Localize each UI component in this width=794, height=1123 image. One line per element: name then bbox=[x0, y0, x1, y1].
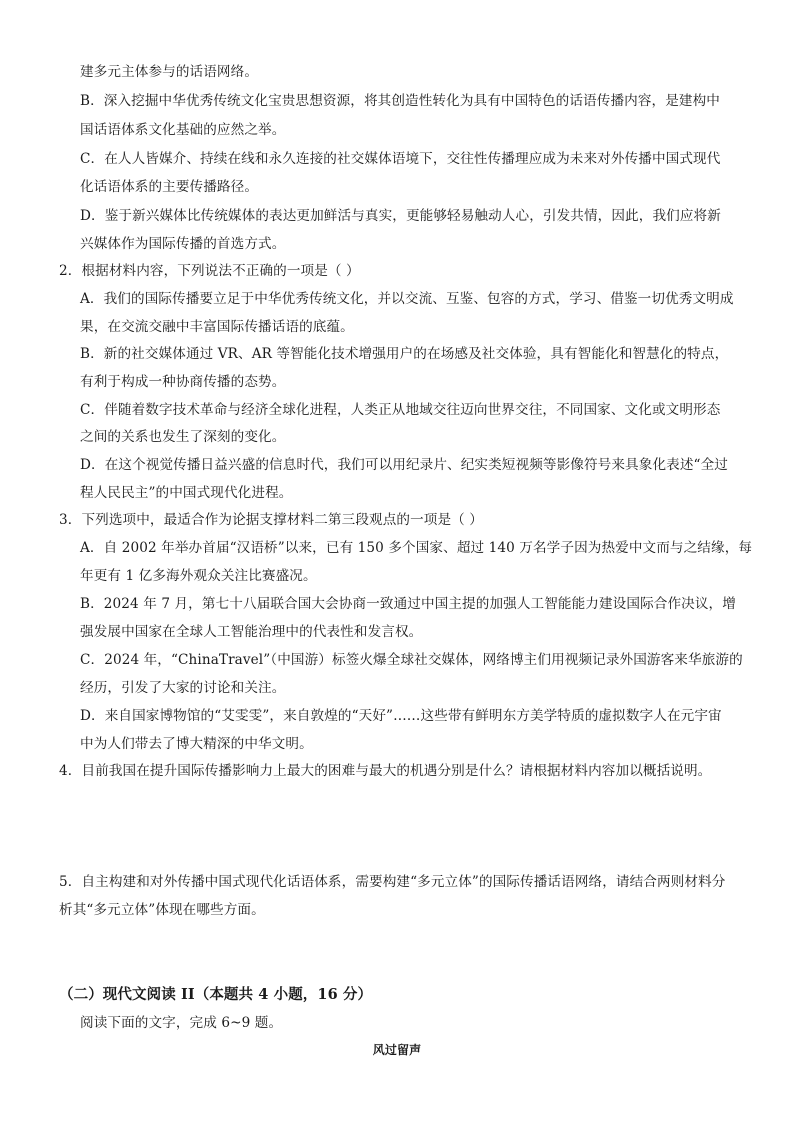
q2-option-c: C．伴随着数字技术革命与经济全球化进程，人类正从地域交往迈向世界交往，不同国家、文化或文明形态 bbox=[80, 402, 721, 418]
question-5: 5．自主构建和对外传播中国式现代化话语体系，需要构建“多元立体”的国际传播话语网络，请结合两则材料分 bbox=[59, 874, 726, 890]
q2-option-b-cont: 有利于构成一种协商传播的态势。 bbox=[80, 374, 286, 390]
q2-option-d: D．在这个视觉传播日益兴盛的信息时代，我们可以用纪录片、纪实类短视频等影像符号来具象化表述“全过 bbox=[80, 457, 728, 473]
option-c-continuation: 建多元主体参与的话语网络。 bbox=[80, 64, 259, 80]
section-heading: （二）现代文阅读 II（本题共 4 小题，16 分） bbox=[59, 986, 373, 1003]
q3-option-c: C．2024 年，“ChinaTravel”（中国游）标签火爆全球社交媒体，网络博主们用视频记录外国游客来华旅游的 bbox=[80, 652, 743, 668]
q1-option-b: B．深入挖掘中华优秀传统文化宝贵思想资源，将其创造性转化为具有中国特色的话语传播内容，是建构中 bbox=[80, 93, 720, 109]
question-4: 4．目前我国在提升国际传播影响力上最大的困难与最大的机遇分别是什么？请根据材料内容加以概括说明。 bbox=[59, 763, 712, 779]
question-2: 2．根据材料内容，下列说法不正确的一项是（ ） bbox=[59, 263, 360, 279]
reading-instruction: 阅读下面的文字，完成 6~9 题。 bbox=[80, 1015, 283, 1031]
q3-option-b-cont: 强发展中国家在全球人工智能治理中的代表性和发言权。 bbox=[80, 624, 423, 640]
question-5-cont: 析其“多元立体”体现在哪些方面。 bbox=[59, 902, 265, 918]
q3-option-d: D．来自国家博物馆的“艾雯雯”，来自敦煌的“天好”……这些带有鲜明东方美学特质的虚拟数字人在元宇宙 bbox=[80, 708, 722, 724]
q3-option-d-cont: 中为人们带去了博大精深的中华文明。 bbox=[80, 736, 313, 752]
q2-option-b: B．新的社交媒体通过 VR、AR 等智能化技术增强用户的在场感及社交体验，具有智能化和智慧化的特点， bbox=[80, 346, 729, 362]
q1-option-d-cont: 兴媒体作为国际传播的首选方式。 bbox=[80, 236, 286, 252]
article-title: 风过留声 bbox=[372, 1043, 422, 1057]
q3-option-a: A．自 2002 年举办首届“汉语桥”以来，已有 150 多个国家、超过 140 万名学子因为热爱中文而与之结缘，每 bbox=[80, 540, 753, 556]
q2-option-a-cont: 果，在交流交融中丰富国际传播话语的底蕴。 bbox=[80, 319, 354, 335]
q1-option-c: C．在人人皆媒介、持续在线和永久连接的社交媒体语境下，交往性传播理应成为未来对外传播中国式现代 bbox=[80, 151, 721, 167]
q2-option-c-cont: 之间的关系也发生了深刻的变化。 bbox=[80, 429, 286, 445]
q1-option-b-cont: 国话语体系文化基础的应然之举。 bbox=[80, 122, 286, 138]
q1-option-c-cont: 化话语体系的主要传播路径。 bbox=[80, 179, 259, 195]
q3-option-b: B．2024 年 7 月，第七十八届联合国大会协商一致通过中国主提的加强人工智能能力建设国际合作决议，增 bbox=[80, 596, 736, 612]
q3-option-a-cont: 年更有 1 亿多海外观众关注比赛盛况。 bbox=[80, 568, 317, 584]
q2-option-d-cont: 程人民民主”的中国式现代化进程。 bbox=[80, 485, 293, 501]
q1-option-d: D．鉴于新兴媒体比传统媒体的表达更加鲜活与真实，更能够轻易触动人心，引发共情，因此，我们应将新 bbox=[80, 208, 721, 224]
q2-option-a: A．我们的国际传播要立足于中华优秀传统文化，并以交流、互鉴、包容的方式，学习、借鉴一切优秀文明成 bbox=[80, 291, 734, 307]
question-3: 3．下列选项中，最适合作为论据支撑材料二第三段观点的一项是（ ） bbox=[59, 512, 483, 528]
q3-option-c-cont: 经历，引发了大家的讨论和关注。 bbox=[80, 680, 286, 696]
